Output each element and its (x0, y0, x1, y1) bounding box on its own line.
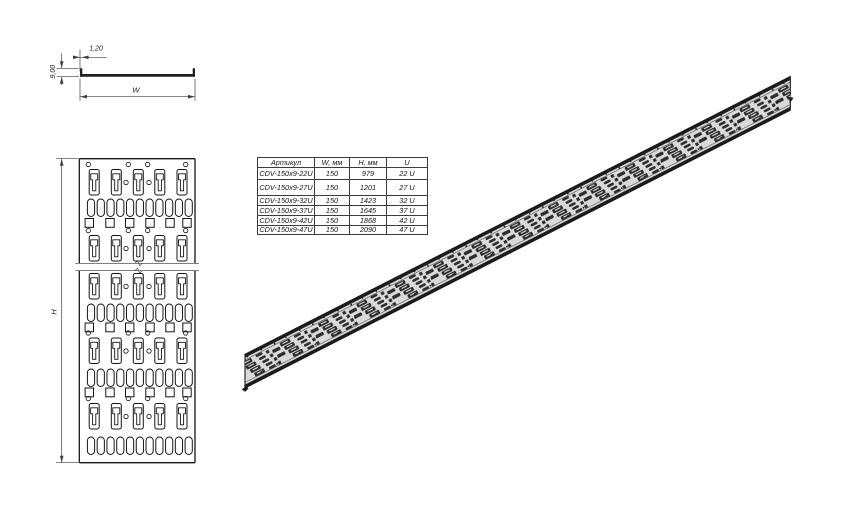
table-cell: 2090 (350, 226, 387, 235)
table-row (258, 168, 428, 180)
spec-table-wrap (257, 157, 428, 235)
table-header-0: Артикул (258, 158, 315, 168)
table-header-3: U (387, 158, 428, 168)
table-cell: 150 (315, 216, 350, 226)
table-cell: 1645 (350, 206, 387, 216)
spec-table (257, 157, 428, 235)
table-cell: 150 (315, 180, 350, 196)
table-cell: 1201 (350, 180, 387, 196)
front-view (50, 159, 200, 463)
table-header-2: H, мм (350, 158, 387, 168)
table-cell: 47 U (387, 226, 428, 235)
table-cell: 27 U (387, 180, 428, 196)
table-cell: 150 (315, 196, 350, 206)
dim-panel-height-label: H (49, 309, 59, 315)
table-cell: 150 (315, 226, 350, 235)
section-view (50, 46, 195, 101)
table-row (258, 226, 428, 235)
dim-width-label: W (132, 85, 140, 95)
part-number-cell: CDV-150x9-47U (259, 225, 313, 235)
table-cell: 150 (315, 206, 350, 216)
table-header-1: W, мм (315, 158, 350, 168)
table-row (258, 216, 428, 226)
table-cell: 37 U (387, 206, 428, 216)
table-cell: 22 U (387, 168, 428, 180)
dim-profile-height-label: 9,00 (50, 64, 57, 79)
table-row (258, 206, 428, 216)
table-row (258, 180, 428, 196)
part-number-cell: CDV-150x9-42U (259, 215, 313, 225)
table-cell: 1868 (350, 216, 387, 226)
table-cell: 42 U (387, 216, 428, 226)
table-cell: 1423 (350, 196, 387, 206)
dim-thickness-label: 1,20 (89, 45, 103, 53)
part-number-cell: CDV-150x9-37U (259, 205, 313, 215)
table-cell: 979 (350, 168, 387, 180)
part-number-cell: CDV-150x9-22U (259, 168, 313, 178)
part-number-cell: CDV-150x9-32U (259, 195, 313, 205)
part-number-cell: CDV-150x9-27U (258, 180, 315, 196)
table-cell: 32 U (387, 196, 428, 206)
table-row (258, 196, 428, 206)
table-cell: 150 (315, 168, 350, 180)
